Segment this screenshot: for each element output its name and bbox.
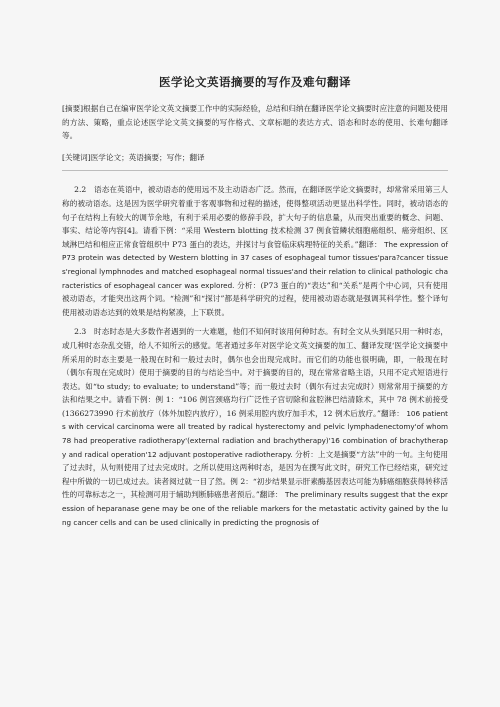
tense-english-translation-2: The preliminary results suggest that the expression of heparanase gene may be one of the reliable markers for the metastatic activity gained by the lung cancer cells and can be used clinically in predicting the prognosis of (62, 490, 448, 527)
divider (62, 170, 448, 171)
section-voice (62, 183, 448, 319)
voice-analysis: 分析：(P73 蛋白的)“表达”和“关系”是两个中心词，只有使用被动语态，才能突出这两个词。“检测”和“探讨”都是科学研究的过程，使用被动语态就是强调其科学性。整个译句使用被动语态达到的效果是结构紧凑，上下联贯。 (62, 280, 448, 317)
tense-chinese-text-2: 分析：上文是摘要“方法”中的一句。主句使用了过去时，从句则使用了过去完成时。之所以使用这两种时态，是因为在撰写此文时，研究工作已经结束，研究过程中所做的一切已成过去。读者阅过就一目了然。例 2：“初步结果显示肝素酶基因表达可能为肺癌细胞获得转移活性的可靠标志之一，其检测可用于辅助判断肺癌患者预后。”翻译： (62, 449, 448, 500)
voice-english-translation: The expression of P73 protein was detected by Western blotting in 37 cases of esophageal tumor tissues'para?cancer tissues'regional lymphnodes and matched esophageal normal tissues'and their relation to clinical pathologic characteristics of esophageal cancer was explored. (62, 239, 448, 290)
voice-chinese-text: 2.2 语态在英语中，被动语态的使用远不及主动语态广泛。然而，在翻译医学论文摘要时，却常常采用第三人称的被动语态。这是因为医学研究着重于客观事物和过程的描述，使得整项活动更显出科学性。同时，被动语态的句子在结构上有较大的调节余地，有利于采用必要的修辞手段，扩大句子的信息量，从而突出重要的概念、问题、事实、结论等内容[4]。请看下例：“采用 Western blotting 技术检测 37 例食管鳞状细胞癌组织、癌旁组织、区域淋巴结和相应正常食管组织中 P73 蛋白的表达，并探讨与食管临床病理特征的关系。”翻译： (62, 185, 448, 249)
tense-english-translation-1: 106 patients with cervical carcinoma were all treated by radical hysterectomy and pelvic lymphadenectomy'of whom 78 had preoperative radiotherapy'(external radiation and brachytherapy)'16 combination of brachytherapy and radical operation'12 adjuvant postoperative radiotherapy. (62, 408, 448, 459)
keywords-line: [关键词]医学论文；英语摘要；写作；翻译 (62, 152, 205, 162)
section-tense (62, 325, 448, 529)
tense-chinese-text-1: 2.3 时态时态是大多数作者遇到的一大难题，他们不知何时该用何种时态。有时全文从头到尾只用一种时态，或几种时态杂乱交错，给人不知所云的感觉。笔者通过多年对医学论文英文摘要的加工、翻译发现‘医学论文摘要中所采用的时态主要是一般现在时和一般过去时，偶尔也会出现完成时。而它们的功能也很明确，即，一般现在时（偶尔有现在完成时）使用于摘要的目的与结论当中。对于摘要的目的，现在常常省略主语，只用不定式短语进行表达。如“to study; to evaluate; to understand”等；而一般过去时（偶尔有过去完成时）则常常用于摘要的方法和结果之中。请看下例：例 1：“106 例宫颈癌均行广泛性子宫切除和盆腔淋巴结清除术，其中 78 例术前接受 (1366273990 行术前放疗（体外加腔内放疗），16 例采用腔内放疗加手术，12 例术后放疗。”翻译： (62, 327, 448, 418)
abstract-paragraph: [摘要]根据自己在编审医学论文英文摘要工作中的实际经验，总结和归纳在翻译医学论文摘要时应注意的问题及使用的方法、策略，重点论述医学论文英文摘要的写作格式、文章标题的表达方式、语态和时态的使用、长难句翻译等。 (62, 104, 448, 141)
page-title: 医学论文英语摘要的写作及难句翻译 (159, 75, 351, 89)
